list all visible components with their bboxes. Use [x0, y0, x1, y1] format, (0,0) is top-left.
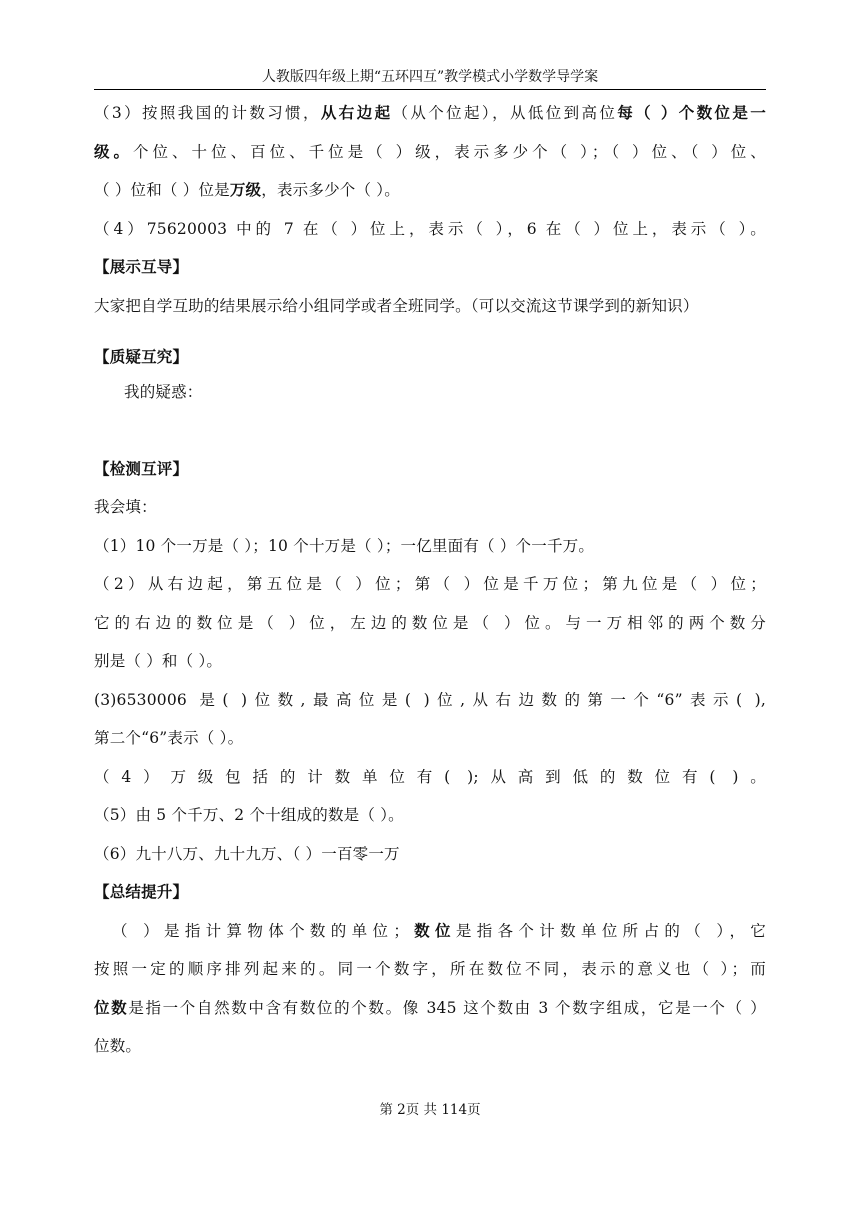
page-header-title: 人教版四年级上期“五环四互”教学模式小学数学导学案 [261, 69, 599, 85]
header-divider [94, 89, 766, 90]
test-item-2-line-1: （2）从右边起，第五位是（ ）位；第（ ）位是千万位；第九位是（ ）位； [94, 575, 766, 593]
summary-text-b: 是指一个自然数中含有数位的个数。像 345 这个数由 3 个数字组成，它是一个（ ） [128, 999, 767, 1017]
section-heading-question: 【质疑互究】 [94, 347, 189, 366]
item-4-line: （4）75620003 中的 7 在（ ）位上，表示（ ），6 在（ ）位上，表示（ ）。 [94, 220, 766, 238]
summary-text-a: （ ）是指计算物体个数的单位； [112, 922, 410, 940]
summary-bold-weishu: 位数 [94, 998, 129, 1017]
summary-line-4: 位数。 [94, 1037, 142, 1055]
test-item-6: （6）九十八万、九十九万、（ ）一百零一万 [94, 845, 400, 863]
section-heading-test: 【检测互评】 [94, 459, 189, 478]
item-3-bold-right: 从右边起 [320, 103, 393, 122]
test-item-2-line-3: 别是（ ）和（ ）。 [94, 652, 223, 670]
item-3-text-c: （从个位起），从低位到高位 [392, 104, 618, 122]
section-heading-show: 【展示互导】 [94, 257, 189, 276]
item-3-bold-level: 级。 [94, 142, 134, 161]
summary-line-1 [112, 921, 766, 941]
summary-text-c: 是指各个计数单位所占的（ ），它 [455, 922, 766, 940]
page-number-footer: 第 2页 共 114页 [379, 1102, 481, 1118]
item-3-text-end: ，表示多少个（ ）。 [261, 181, 400, 199]
item-3-text-a: （3）按照我国的计数习惯， [94, 104, 321, 122]
test-intro: 我会填： [94, 498, 157, 516]
test-item-5: （5）由 5 个千万、2 个十组成的数是（ ）。 [94, 806, 404, 824]
test-item-2-line-2: 它的右边的数位是（ ）位，左边的数位是（ ）位。与一万相邻的两个数分 [94, 614, 766, 632]
item-3-line-1 [94, 103, 766, 123]
test-item-3-line-2: 第二个“6”表示（ ）。 [94, 729, 244, 747]
item-3-line-3 [94, 180, 766, 200]
item-3-text-units: 个位、十位、百位、千位是（ ）级，表示多少个（ ）；（ ）位、（ ）位、 [133, 143, 766, 161]
item-3-line-2 [94, 142, 766, 162]
test-item-3-line-1: (3)6530006 是( )位数,最高位是( )位,从右边数的第一个“6”表示( ), [94, 691, 766, 709]
item-3-bold-every: 每（ ）个数位是一 [617, 103, 767, 122]
summary-line-2: 按照一定的顺序排列起来的。同一个数字，所在数位不同，表示的意义也（ ）；而 [94, 960, 766, 978]
section-heading-summary: 【总结提升】 [94, 882, 189, 901]
item-3-text-places: （ ）位和（ ）位是 [94, 181, 230, 199]
section-show-text: 大家把自学互助的结果展示给小组同学或者全班同学。（可以交流这节课学到的新知识） [94, 297, 699, 315]
test-item-1: （1）10 个一万是（ ）；10 个十万是（ ）；一亿里面有（ ）个一千万。 [94, 537, 595, 555]
item-3-bold-wan: 万级 [229, 180, 262, 199]
test-item-4: （4）万级包括的计数单位有( );从高到低的数位有( )。 [94, 768, 766, 786]
section-question-text: 我的疑惑： [124, 383, 203, 401]
summary-line-3 [94, 998, 766, 1018]
summary-bold-shuwei: 数位 [409, 921, 456, 940]
